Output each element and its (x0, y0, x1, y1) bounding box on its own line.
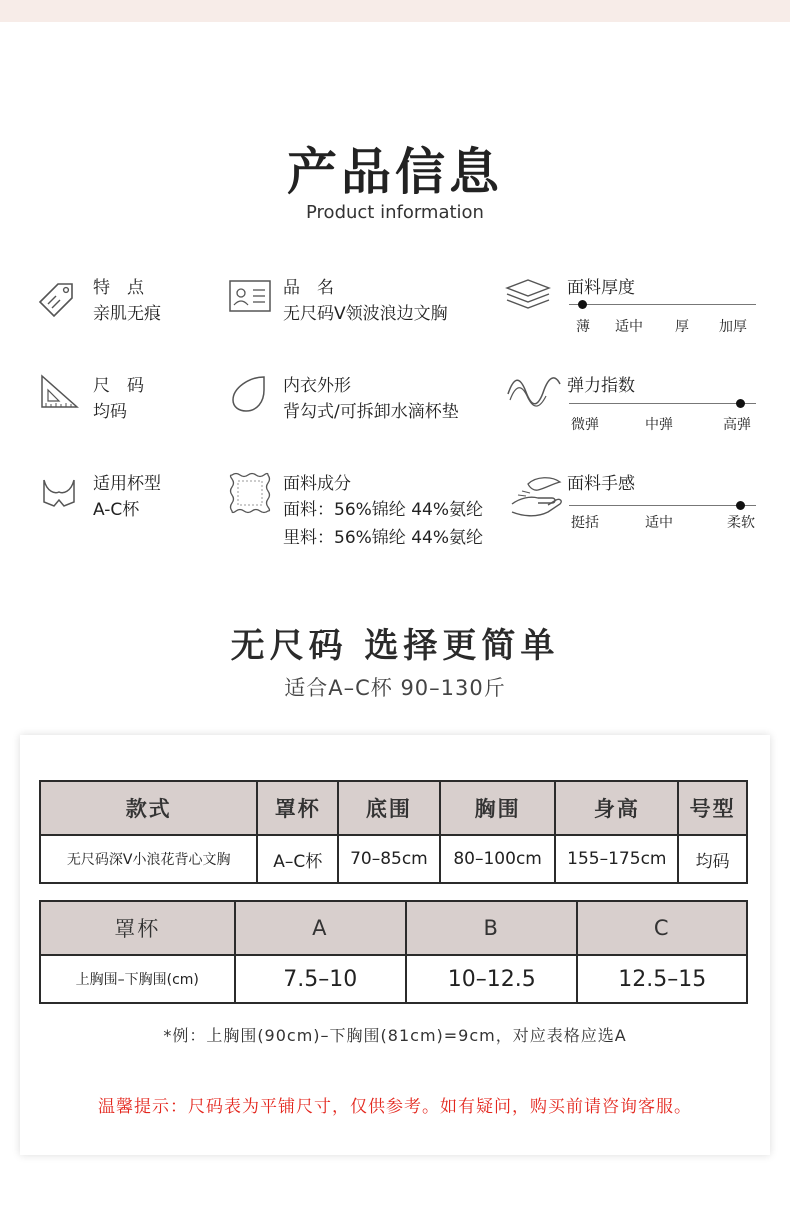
size-chart-card (20, 735, 770, 1155)
shape-value: 背勾式/可拆卸水滴杯垫 (283, 402, 459, 422)
table-cell: 上胸围–下胸围(cm) (40, 955, 235, 1003)
name-label: 品 名 (283, 278, 334, 298)
thickness-tick: 薄 (576, 319, 590, 335)
table-cell: 10–12.5 (406, 955, 577, 1003)
page-subtitle: Product information (306, 202, 484, 223)
hand-icon (508, 474, 564, 522)
table-header: 胸围 (440, 781, 556, 835)
table-cell: 均码 (678, 835, 747, 883)
thickness-marker (578, 300, 587, 309)
id-card-icon (229, 280, 271, 312)
table-header: 罩杯 (257, 781, 338, 835)
table-header: 款式 (40, 781, 257, 835)
feature-label: 特 点 (93, 278, 144, 298)
elasticity-line (569, 403, 756, 404)
cup-value: A-C杯 (93, 500, 140, 520)
feature-value: 亲肌无痕 (93, 304, 161, 324)
thickness-tick: 适中 (615, 319, 643, 335)
bra-icon (41, 478, 77, 508)
thickness-tick: 厚 (675, 319, 689, 335)
material-label: 面料成分 (283, 474, 351, 494)
table-cell: 80–100cm (440, 835, 556, 883)
elasticity-tick: 中弹 (645, 417, 673, 433)
material-line-2: 里料：56%锦纶 44%氨纶 (283, 528, 483, 548)
feel-title: 面料手感 (567, 474, 635, 494)
table-header: 号型 (678, 781, 747, 835)
page-title: 产品信息 (287, 143, 503, 201)
ruler-triangle-icon (40, 374, 80, 410)
water-drop-icon (229, 374, 269, 414)
wave-icon (506, 372, 562, 412)
name-value: 无尺码V领波浪边文胸 (283, 304, 448, 324)
elasticity-title: 弹力指数 (567, 376, 635, 396)
table-header: B (406, 901, 577, 955)
table-header: 罩杯 (40, 901, 235, 955)
table-row (40, 835, 747, 883)
top-band (0, 0, 790, 22)
thickness-tick: 加厚 (719, 319, 747, 335)
cup-label: 适用杯型 (93, 474, 161, 494)
table-header: C (577, 901, 747, 955)
elasticity-marker (736, 399, 745, 408)
feel-tick: 柔软 (727, 515, 755, 531)
feel-tick: 挺括 (571, 515, 599, 531)
cup-table (39, 900, 748, 1004)
table-cell: 12.5–15 (577, 955, 747, 1003)
table-cell: 7.5–10 (235, 955, 406, 1003)
table-row (40, 955, 747, 1003)
tag-icon (36, 278, 78, 320)
fabric-swatch-icon (229, 472, 271, 514)
elasticity-tick: 高弹 (723, 417, 751, 433)
table-header: 身高 (555, 781, 678, 835)
size-table (39, 780, 748, 884)
table-cell: 无尺码深V小浪花背心文胸 (40, 835, 257, 883)
size-label: 尺 码 (93, 376, 144, 396)
table-cell: 155–175cm (555, 835, 678, 883)
material-line-1: 面料：56%锦纶 44%氨纶 (283, 500, 483, 520)
thickness-title: 面料厚度 (567, 278, 635, 298)
thickness-line (569, 304, 756, 305)
feel-marker (736, 501, 745, 510)
table-header-row (40, 901, 747, 955)
table-header: A (235, 901, 406, 955)
shape-label: 内衣外形 (283, 376, 351, 396)
elasticity-tick: 微弹 (571, 417, 599, 433)
size-value: 均码 (93, 402, 127, 422)
size-section-title: 无尺码 选择更简单 (230, 626, 560, 666)
layers-icon (505, 278, 551, 312)
feel-tick: 适中 (645, 515, 673, 531)
table-cell: 70–85cm (338, 835, 440, 883)
example-note: *例：上胸围(90cm)–下胸围(81cm)=9cm，对应表格应选A (163, 1026, 627, 1045)
table-header-row (40, 781, 747, 835)
table-cell: A–C杯 (257, 835, 338, 883)
table-header: 底围 (338, 781, 440, 835)
size-section-subtitle: 适合A–C杯 90–130斤 (284, 676, 506, 700)
warm-tip: 温馨提示：尺码表为平铺尺寸，仅供参考。如有疑问，购买前请咨询客服。 (98, 1097, 692, 1117)
feel-line (569, 505, 756, 506)
